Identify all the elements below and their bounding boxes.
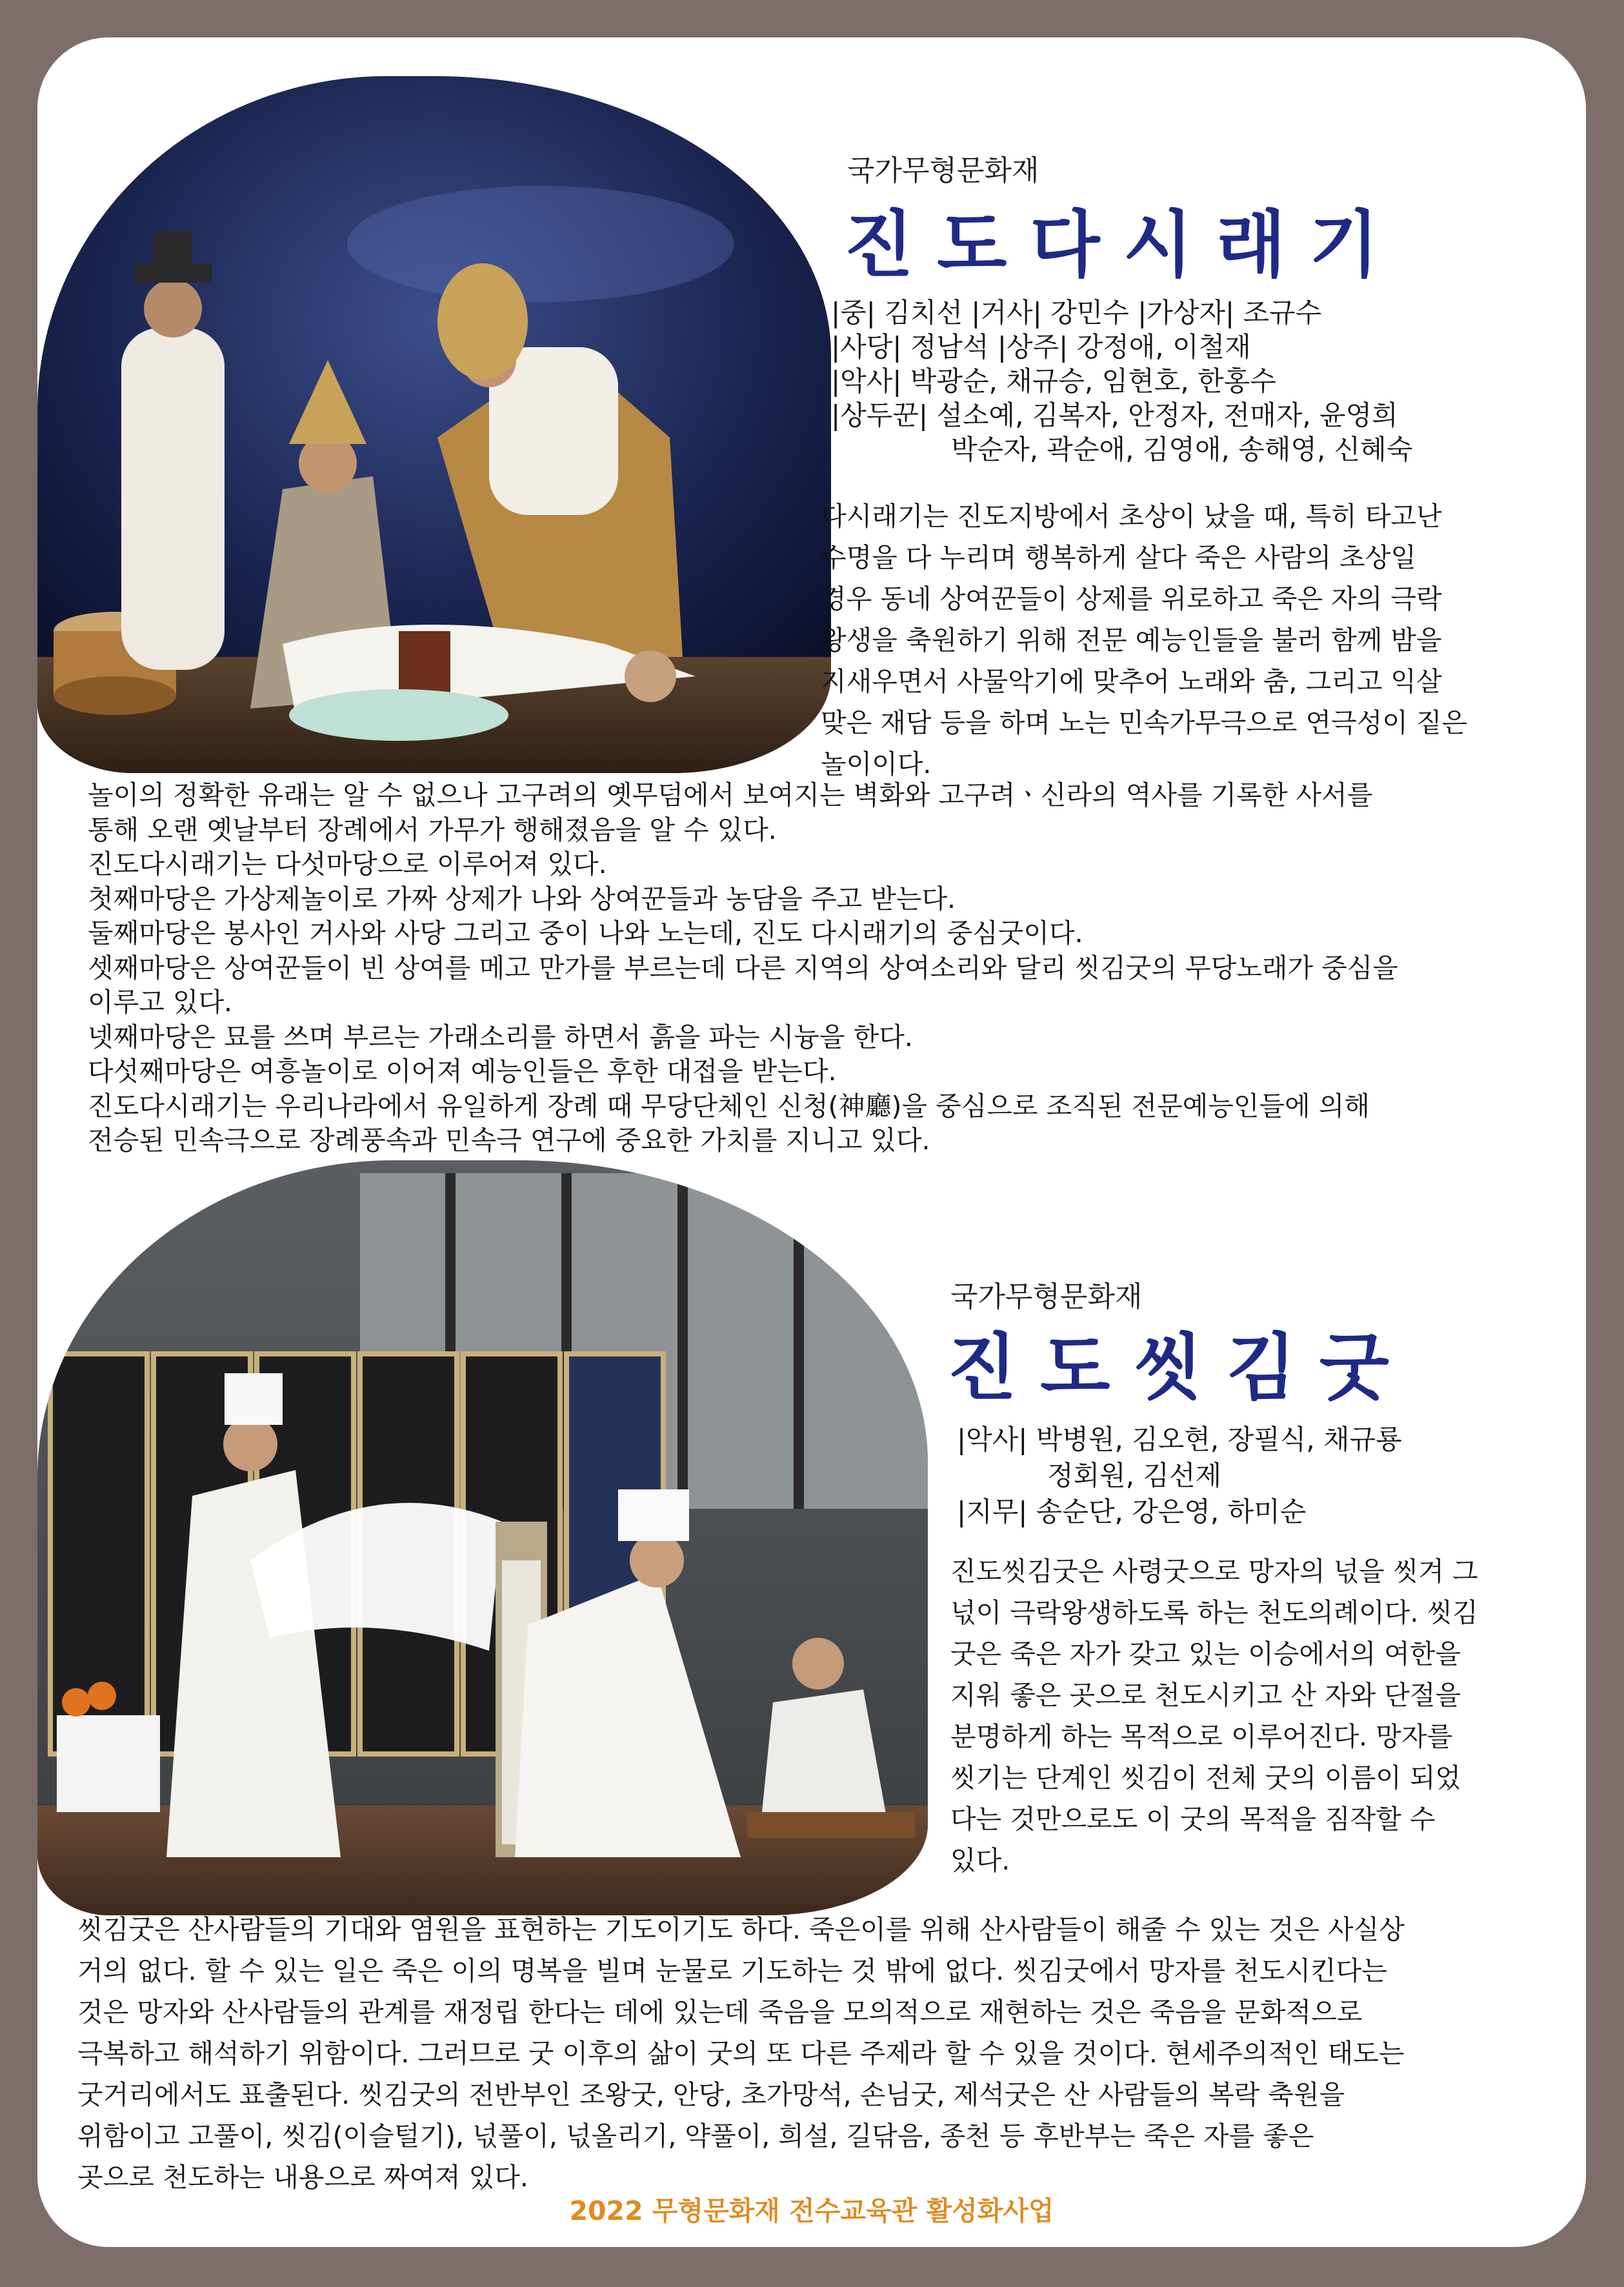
body-line: 극복하고 해석하기 위함이다. 그러므로 굿 이후의 삶이 굿의 또 다른 주제라 할 수 있을 것이다. 현세주의적인 태도는 <box>77 2038 1405 2069</box>
section2-description <box>950 1551 1478 1881</box>
body-line: 진도다시래기는 우리나라에서 유일하게 장례 때 무당단체인 신청(神廳)을 중심으로 조직된 전문예능인들에 의해 <box>88 1090 1370 1122</box>
section1-subtitle: 국가무형문화재 <box>847 154 1039 187</box>
body-line: 넷째마당은 묘를 쓰며 부르는 가래소리를 하면서 흙을 파는 시늉을 한다. <box>88 1021 913 1053</box>
body-line: 둘째마당은 봉사인 거사와 사당 그리고 중이 나와 노는데, 진도 다시래기의 중심굿이다. <box>88 918 1083 949</box>
body-line: 거의 없다. 할 수 있는 일은 죽은 이의 명복을 빌며 눈물로 기도하는 것 밖에 없다. 씻김굿에서 망자를 천도시킨다는 <box>77 1955 1387 1986</box>
dasiraegi-performance-photo <box>37 76 831 773</box>
body-line: 첫째마당은 가상제놀이로 가짜 상제가 나와 상여꾼들과 농담을 주고 받는다. <box>88 883 956 914</box>
description-line: 다는 것만으로도 이 굿의 목적을 짐작할 수 <box>950 1804 1436 1835</box>
description-line: 분명하게 하는 목적으로 이루어진다. 망자를 <box>950 1721 1453 1752</box>
body-line: 위함이고 고풀이, 씻김(이슬털기), 넋풀이, 넋올리기, 약풀이, 희설, 길닦음, 종천 등 후반부는 죽은 자를 좋은 <box>77 2121 1314 2151</box>
description-line: 왕생을 축원하기 위해 전문 예능인들을 불러 함께 밤을 <box>821 625 1442 656</box>
ssitgimgut-ritual-photo <box>37 1160 928 1915</box>
description-line: 지새우면서 사물악기에 맞추어 노래와 춤, 그리고 익살 <box>821 666 1442 697</box>
cast-line: |악사| 박광순, 채규승, 임현호, 한홍수 <box>831 365 1276 397</box>
cast-line: 박순자, 곽순애, 김영애, 송해영, 신혜숙 <box>951 434 1413 465</box>
body-line: 셋째마당은 상여꾼들이 빈 상여를 메고 만가를 부르는데 다른 지역의 상여소리와 달리 씻김굿의 무당노래가 중심을 <box>88 952 1398 983</box>
cast-line: |지무| 송순단, 강은영, 하미순 <box>957 1496 1307 1527</box>
section1-description <box>821 496 1467 785</box>
section1-title: 진도다시래기 <box>844 203 1403 287</box>
body-line: 굿거리에서도 표출된다. 씻김굿의 전반부인 조왕굿, 안당, 초가망석, 손님굿, 제석굿은 산 사람들의 복락 축원을 <box>77 2079 1345 2110</box>
body-line: 다섯째마당은 여흥놀이로 이어져 예능인들은 후한 대접을 받는다. <box>88 1056 837 1087</box>
section1-body <box>88 778 1398 1158</box>
description-line: 놀이이다. <box>821 749 932 780</box>
body-line: 씻김굿은 산사람들의 기대와 염원을 표현하는 기도이기도 하다. 죽은이를 위해 산사람들이 해줄 수 있는 것은 사실상 <box>77 1914 1405 1945</box>
dasiraegi-performance-image <box>37 76 831 773</box>
section2-subtitle: 국가무형문화재 <box>950 1280 1143 1313</box>
body-line: 것은 망자와 산사람들의 관계를 재정립 한다는 데에 있는데 죽음을 모의적으로 재현하는 것은 죽음을 문화적으로 <box>77 1997 1363 2028</box>
footer-caption: 2022 무형문화재 전수교육관 활성화사업 <box>569 2195 1054 2226</box>
description-line: 굿은 죽은 자가 갖고 있는 이승에서의 여한을 <box>950 1638 1461 1669</box>
section2-title: 진도씻김굿 <box>947 1326 1412 1410</box>
description-line: 씻기는 단계인 씻김이 전체 굿의 이름이 되었 <box>950 1762 1461 1793</box>
body-line: 전승된 민속극으로 장례풍속과 민속극 연구에 중요한 가치를 지니고 있다. <box>88 1125 930 1156</box>
description-line: 맞은 재담 등을 하며 노는 민속가무극으로 연극성이 짙은 <box>821 707 1468 738</box>
description-line: 수명을 다 누리며 행복하게 살다 죽은 사람의 초상일 <box>821 542 1416 573</box>
description-line: 넋이 극락왕생하도록 하는 천도의례이다. 씻김 <box>950 1597 1478 1628</box>
ssitgimgut-ritual-image <box>37 1160 928 1915</box>
poster-card <box>37 37 1586 2247</box>
body-line: 진도다시래기는 다섯마당으로 이루어져 있다. <box>88 849 607 880</box>
cast-line: |중| 김치선 |거사| 강민수 |가상자| 조규수 <box>831 297 1322 328</box>
section1-cast-list <box>831 296 1412 467</box>
body-line: 놀이의 정확한 유래는 알 수 없으나 고구려의 옛무덤에서 보여지는 벽화와 고구려ㆍ신라의 역사를 기록한 사서를 <box>88 780 1373 811</box>
description-line: 경우 동네 상여꾼들이 상제를 위로하고 죽은 자의 극락 <box>821 583 1442 614</box>
section2-cast-list <box>957 1422 1402 1530</box>
cast-line: |악사| 박병원, 김오현, 장필식, 채규룡 <box>957 1424 1402 1455</box>
description-line: 있다. <box>950 1845 1010 1876</box>
body-line: 통해 오랜 옛날부터 장례에서 가무가 행해졌음을 알 수 있다. <box>88 814 777 845</box>
body-line: 곳으로 천도하는 내용으로 짜여져 있다. <box>77 2162 528 2193</box>
section2-body <box>77 1909 1405 2198</box>
cast-line: 정회원, 김선제 <box>1047 1460 1222 1491</box>
description-line: 다시래기는 진도지방에서 초상이 났을 때, 특히 타고난 <box>821 501 1442 532</box>
cast-line: |사당| 정남석 |상주| 강정애, 이철재 <box>831 331 1251 363</box>
description-line: 지워 좋은 곳으로 천도시키고 산 자와 단절을 <box>950 1680 1461 1711</box>
cast-line: |상두꾼| 설소예, 김복자, 안정자, 전매자, 윤영희 <box>831 399 1398 431</box>
description-line: 진도씻김굿은 사령굿으로 망자의 넋을 씻겨 그 <box>950 1556 1478 1587</box>
body-line: 이루고 있다. <box>88 987 233 1018</box>
